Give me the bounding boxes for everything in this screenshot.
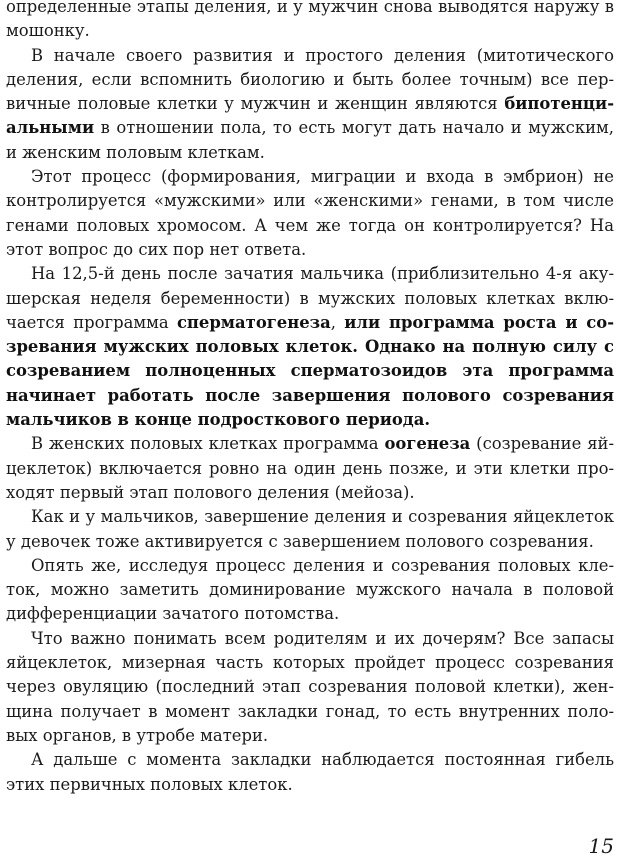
paragraph [6, 748, 614, 797]
text-span: На 12,5-й день после зачатия мальчика (приблизительно 4-я акушерская неделя беременности) в мужских половых клетках включается программа [6, 264, 614, 332]
page-body [6, 0, 614, 797]
page-number: 15 [588, 834, 614, 858]
text-span: , [330, 312, 345, 332]
bold-term: оогенеза [384, 434, 471, 454]
text-span: определенные этапы деления, и у мужчин снова выводятся наружу в мошонку. [6, 0, 614, 41]
text-span: Как и у мальчиков, завершение деления и созревания яйцеклеток у девочек тоже активируется с завершением полового созревания. [6, 507, 614, 551]
text-span: Этот процесс (формирования, миграции и входа в эмбрион) не контролируется «мужскими» или «женскими» генами, в том числе генами половых хромосом. А чем же тогда он контролируется? На этот вопрос до сих пор нет ответа. [6, 167, 614, 259]
text-span: в отношении пола, то есть могут дать начало и мужским, и женским половым клеткам. [6, 118, 614, 162]
bold-term: бипотенциальными [6, 94, 614, 138]
paragraph [6, 627, 614, 748]
paragraph [6, 262, 614, 432]
paragraph [6, 165, 614, 262]
paragraph [6, 0, 614, 44]
text-span: В начале своего развития и простого деления (митотического деления, если вспомнить биологию и быть более точным) все первичные половые клетки у мужчин и женщин являются [6, 45, 614, 114]
text-span: Опять же, исследуя процесс деления и созревания половых клеток, можно заметить доминирование мужского начала в половой дифференциации зачатого потомства. [6, 555, 614, 624]
text-span: В женских половых клетках программа [31, 434, 385, 454]
text-span: (созревание яйцеклеток) включается ровно на один день позже, и эти клетки проходят первый этап полового деления (мейоза). [6, 434, 614, 502]
bold-term: или программа роста и созревания мужских половых клеток. Однако на полную силу с созреванием полноценных сперматозоидов эта программа начинает работать после завершения полового созревания мальчиков в конце подросткового периода. [6, 312, 615, 430]
paragraph [6, 44, 614, 165]
paragraph [6, 432, 614, 505]
paragraph [6, 554, 614, 627]
text-span: Что важно понимать всем родителям и их дочерям? Все запасы яйцеклеток, мизерная часть которых пройдет процесс созревания через овуляцию (последний этап созревания половой клетки), женщина получает в момент закладки гонад, то есть внутренних половых органов, в утробе матери. [6, 628, 614, 745]
paragraph [6, 505, 614, 554]
bold-term: сперматогенеза [176, 312, 331, 332]
text-span: А дальше с момента закладки наблюдается постоянная гибель этих первичных половых клеток. [6, 750, 614, 794]
